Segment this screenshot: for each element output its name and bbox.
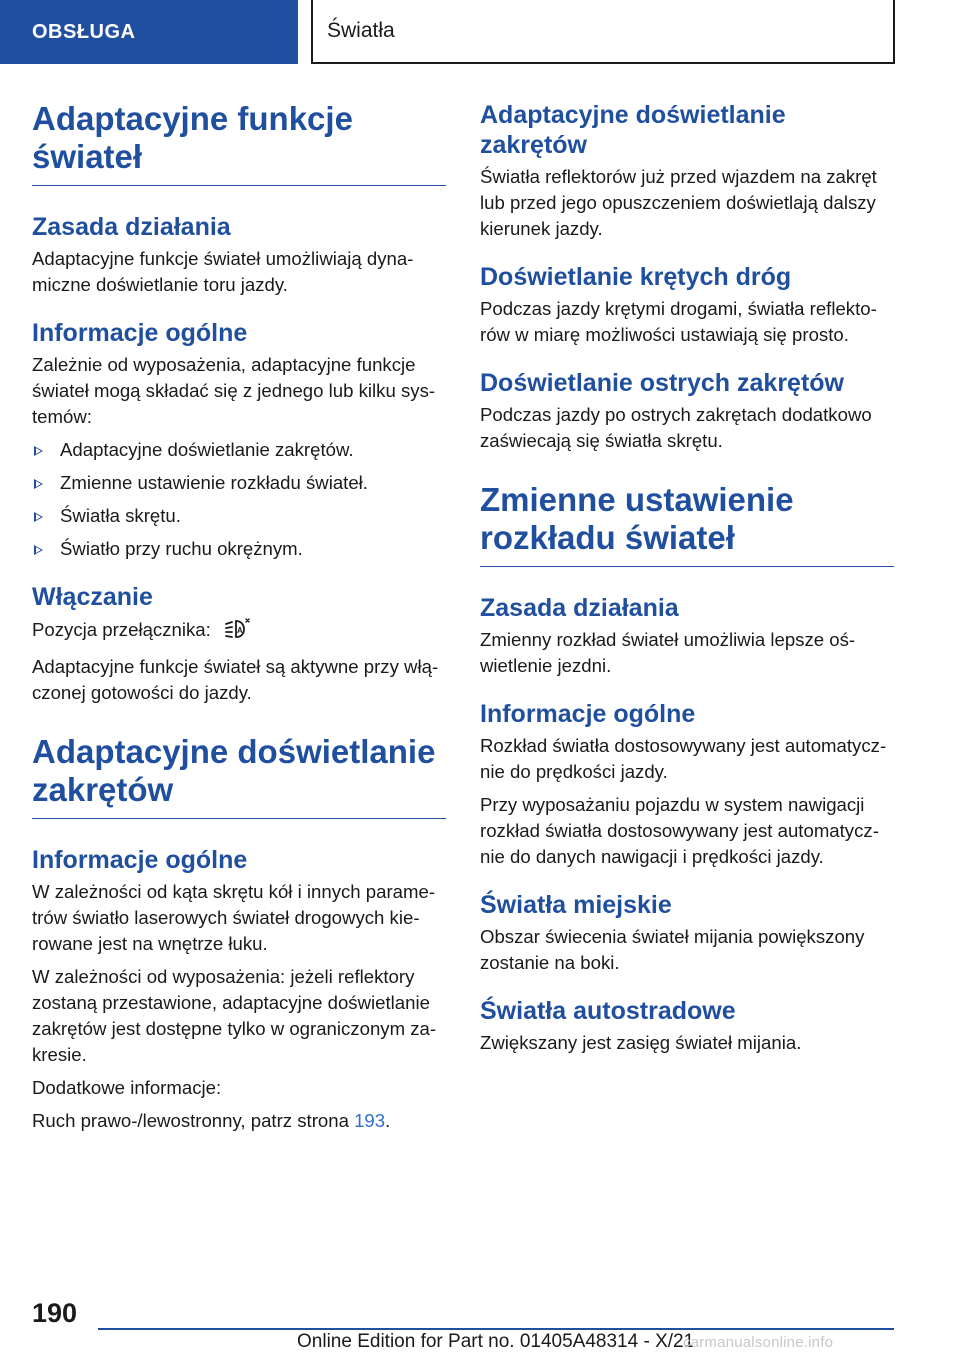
triangle-bullet-icon	[34, 545, 43, 555]
heading-winding-roads: Doświetlanie krętych dróg	[480, 263, 792, 291]
triangle-bullet-icon	[34, 446, 43, 456]
triangle-bullet-icon	[34, 512, 43, 522]
section-tab	[0, 0, 298, 64]
heading-zasada: Zasada działania	[32, 213, 231, 241]
page-number: 190	[32, 1298, 78, 1328]
paragraph-info-right-1: Rozkład światła dostosowywany jest automatycznie do prędkości jazdy.	[480, 735, 887, 782]
chapter-title-box	[311, 0, 895, 64]
triangle-bullet-icon	[34, 479, 43, 489]
paragraph-info2-3: Dodatkowe informacje:	[32, 1077, 222, 1098]
footer-divider	[98, 1328, 894, 1330]
heading-highway-lights: Światła autostradowe	[480, 997, 736, 1025]
paragraph-switch-position: Pozycja przełącznika: A	[32, 616, 446, 647]
section-label: OBSŁUGA	[32, 20, 136, 43]
paragraph-wlaczanie: Adaptacyjne funkcje świateł są aktywne przy włączonej gotowości do jazdy.	[32, 656, 439, 703]
paragraph-zasada-right: Zmienny rozkład świateł umożliwia lepsze oświetlenie jezdni.	[480, 629, 856, 676]
paragraph-info2-4: Ruch prawo-/lewostronny, patrz strona 193.	[32, 1110, 391, 1131]
paragraph-info2-1: W zależności od kąta skrętu kół i innych parametrów światło laserowych świateł drogowych kierowane jest na wnętrze łuku.	[32, 881, 436, 954]
paragraph-info2-2: W zależności od wyposażenia: jeżeli reflektory zostaną przestawione, adaptacyjne doświetlanie zakrętów jest dostępne tylko w ograniczonym zakresie.	[32, 966, 437, 1065]
paragraph-zasada: Adaptacyjne funkcje świateł umożliwiają dynamiczne doświetlanie toru jazdy.	[32, 248, 414, 295]
heading-variable-light-distribution: Zmienne ustawienie rozkładu świateł	[480, 481, 894, 567]
paragraph-s1: Światła reflektorów już przed wjazdem na zakręt lub przed jego opuszczeniem doświetlają dalszy kierunek jazdy.	[480, 166, 877, 239]
auto-light-switch-icon	[224, 616, 252, 647]
chapter-title: Światła	[327, 19, 395, 42]
paragraph-info-right-2: Przy wyposażaniu pojazdu w system nawigacji rozkład światła dostosowywany jest automatycznie do danych nawigacji i prędkości jazdy.	[480, 794, 879, 867]
heading-info-2: Informacje ogólne	[32, 846, 248, 874]
list-item: Zmienne ustawienie rozkładu świateł.	[32, 470, 446, 496]
list-item: Adaptacyjne doświetlanie zakrętów.	[32, 437, 446, 463]
paragraph-city-lights: Obszar świecenia świateł mijania powiększony zostanie na boki.	[480, 926, 865, 973]
left-column	[32, 100, 446, 1141]
heading-info-right: Informacje ogólne	[480, 700, 696, 728]
heading-info: Informacje ogólne	[32, 319, 248, 347]
heading-zasada-right: Zasada działania	[480, 594, 679, 622]
paragraph-s3: Podczas jazdy po ostrych zakrętach dodatkowo zaświecają się światła skrętu.	[480, 404, 872, 451]
heading-adaptive-functions: Adaptacyjne funkcje świateł	[32, 100, 446, 186]
paragraph-highway-lights: Zwiększany jest zasięg świateł mijania.	[480, 1032, 802, 1053]
heading-city-lights: Światła miejskie	[480, 891, 672, 919]
list-item: Światła skrętu.	[32, 503, 446, 529]
heading-wlaczanie: Włączanie	[32, 583, 153, 611]
right-column	[480, 100, 894, 1063]
heading-sharp-corners: Doświetlanie ostrych zakrętów	[480, 369, 845, 397]
heading-adaptive-cornering-sub: Adaptacyjne doświetlanie zakrętów	[480, 101, 786, 159]
svg-text:A: A	[236, 626, 243, 635]
watermark: carmanualsonline.info	[683, 1334, 834, 1351]
heading-adaptive-cornering: Adaptacyjne doświetlanie zakrętów	[32, 733, 446, 819]
edition-info: Online Edition for Part no. 01405A48314 - X/21	[297, 1331, 695, 1352]
list-item: Światło przy ruchu okrężnym.	[32, 536, 446, 562]
systems-list	[32, 437, 446, 562]
paragraph-info: Zależnie od wyposażenia, adaptacyjne funkcje świateł mogą składać się z jednego lub kilku systemów:	[32, 354, 436, 427]
page-link-193[interactable]: 193	[354, 1110, 386, 1131]
paragraph-s2: Podczas jazdy krętymi drogami, światła reflektorów w miarę możliwości ustawiają się prosto.	[480, 298, 877, 345]
